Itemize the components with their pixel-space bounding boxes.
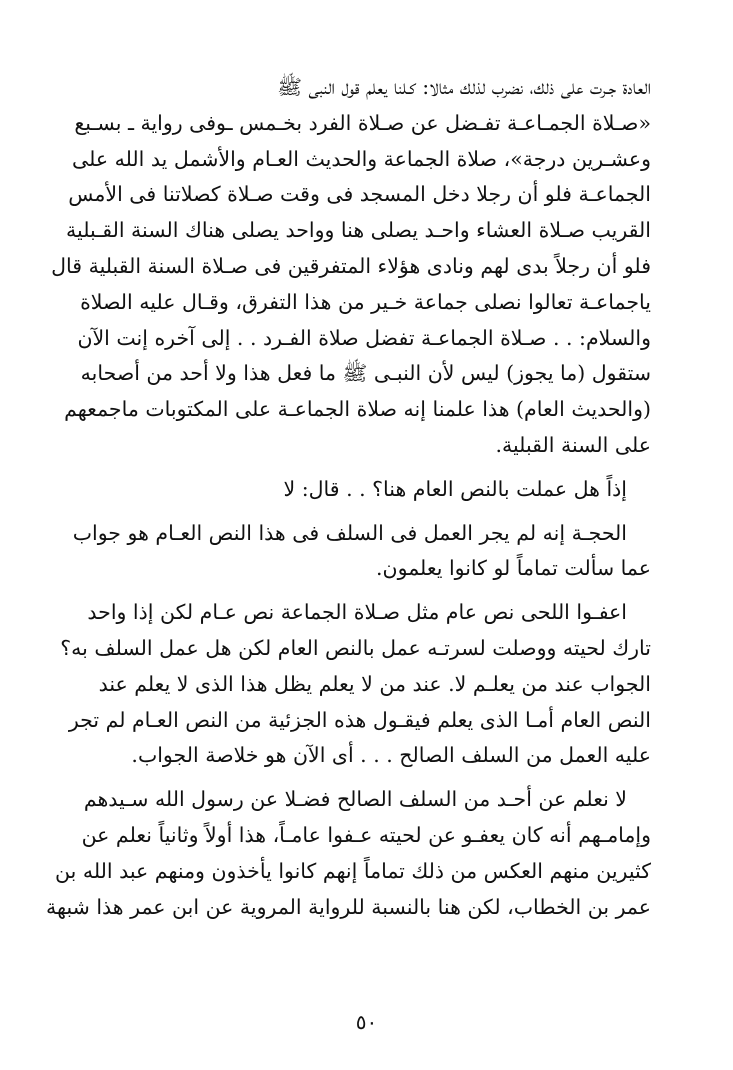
text-line: الجواب عند من يعلـم لا. عند من لا يعلم يظل هذا الذى لا يعلم عند: [98, 671, 651, 696]
text-line: على السنة القبلية.: [495, 432, 651, 457]
body-text: [46, 70, 651, 925]
text-line: والسلام: . . صـلاة الجماعـة تفضل صلاة الفـرد . . إلى آخره إنت الآن: [77, 325, 651, 350]
text-line: ستقول (ما يجوز) ليس لأن النبـى ﷺ ما فعل هذا ولا أحد من أصحابه: [80, 361, 651, 386]
text-line: تارك لحيته ووصلت لسرتـه عمل بالنص العام لكن هل عمل السلف به؟: [60, 635, 651, 660]
text-line: عمر بن الخطاب، لكن هنا بالنسبة للرواية المروية عن ابن عمر هذا شبهة: [46, 894, 651, 919]
text-line: النص العام أمـا الذى يعلم فيقـول هذه الجزئية من النص العـام لم تجر: [68, 707, 651, 732]
text-line: فلو أن رجلاً بدى لهم ونادى هؤلاء المتفرقين فى صـلاة السنة القبلية قال: [51, 253, 651, 278]
text-line: الحجـة إنه لم يجر العمل فى السلف فى هذا النص العـام هو جواب: [72, 520, 627, 545]
page-number: ٥٠: [355, 1010, 378, 1034]
text-line: العادة جـرت على ذلك، نضرب لذلك مثالا: كـلنا يعلم قول النبى ﷺ: [277, 75, 651, 99]
text-line: عليه العمل من السلف الصالح . . . أى الآن هو خلاصة الجواب.: [131, 743, 651, 768]
text-line: عما سألت تماماً لو كانوا يعلمون.: [376, 556, 651, 581]
text-line: لا نعلم عن أحـد من السلف الصالح فضـلا عن رسول الله سـيدهم: [83, 787, 627, 812]
text-line: وعشـرين درجة»، صلاة الجماعة والحديث العـام والأشمل يد الله على: [72, 146, 651, 171]
text-line: القريب صـلاة العشاء واحـد يصلى هنا وواحد يصلى هناك السنة القـبلية: [66, 218, 651, 243]
text-line: وإمامـهم أنه كان يعفـو عن لحيته عـفوا عامـاً، هذا أولاً وثانياً نعلم عن: [81, 822, 651, 847]
text-line: (والحديث العام) هذا علمنا إنه صلاة الجماعـة على المكتوبات ماجمعهم: [64, 397, 651, 422]
text-line: كثيرين منهم العكس من ذلك تماماً إنهم كانوا يأخذون ومنهم عبد الله بن: [55, 858, 651, 883]
text-line: إذاً هل عملت بالنص العام هنا؟ . . قال: لا: [283, 476, 627, 501]
text-line: «صـلاة الجمـاعـة تفـضل عن صـلاة الفرد بخـمس ـوفى رواية ـ بسـبع: [74, 110, 651, 135]
text-line: ياجماعـة تعالوا نصلى جماعة خـير من هذا التفرق، وقـال عليه الصلاة: [80, 289, 651, 314]
text-line: الجماعـة فلو أن رجلا دخل المسجد فى وقت صـلاة كصلاتنا فى الأمس: [68, 182, 651, 207]
text-line: اعفـوا اللحى نص عام مثل صـلاة الجماعة نص عـام لكن إذا واحد: [87, 600, 627, 625]
